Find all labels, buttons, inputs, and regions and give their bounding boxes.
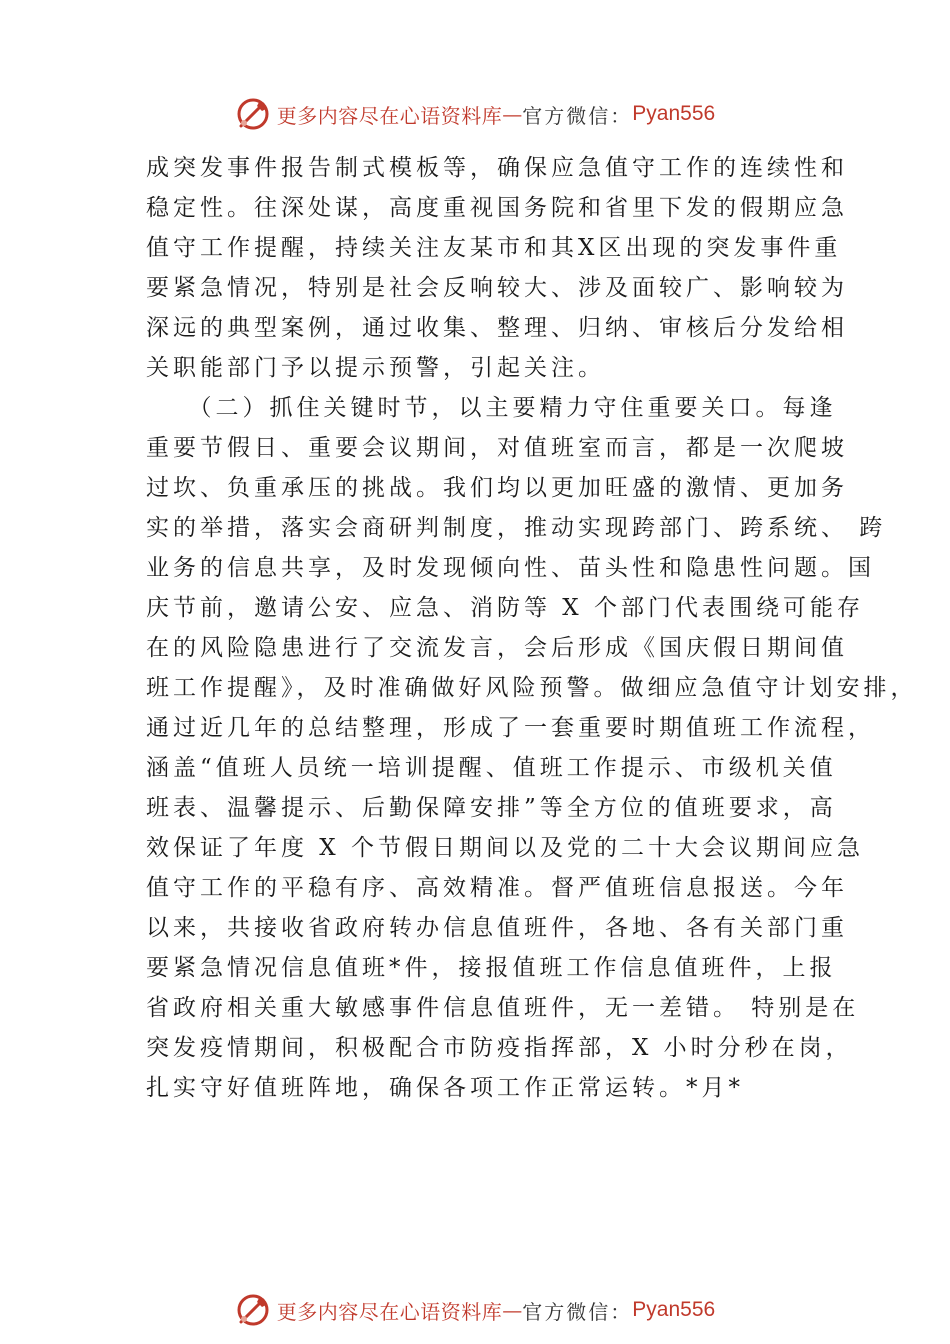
body-line: 深远的典型案例，通过收集、整理、归纳、审核后分发给相 xyxy=(146,315,848,341)
body-line: 关职能部门予以提示预警，引起关注。 xyxy=(146,355,605,381)
footer-separator: — xyxy=(502,1298,523,1322)
body-line: 涵盖“值班人员统一培训提醒、值班工作提示、市级机关值 xyxy=(146,755,837,781)
footer-wechat-id: Pyan556 xyxy=(632,1298,716,1321)
header-site-name: 更多内容尽在心语资料库 xyxy=(276,103,503,128)
body-line: 过坎、负重承压的挑战。我们均以更加旺盛的激情、更加务 xyxy=(146,475,848,501)
body-line: 省政府相关重大敏感事件信息值班件，无一差错。 特别是在 xyxy=(146,995,860,1021)
body-line: 效保证了年度 X 个节假日期间以及党的二十大会议期间应急 xyxy=(146,835,864,861)
body-line: 突发疫情期间，积极配合市防疫指挥部，X 小时分秒在岗， xyxy=(146,1035,853,1061)
body-line: 实的举措，落实会商研判制度，推动实现跨部门、跨系统、 跨 xyxy=(146,515,887,541)
body-line: 扎实守好值班阵地，确保各项工作正常运转。*月* xyxy=(146,1075,744,1101)
body-line: 要紧急情况信息值班*件，接报值班工作信息值班件，上报 xyxy=(146,955,837,981)
body-line: 成突发事件报告制式模板等，确保应急值守工作的连续性和 xyxy=(146,155,848,181)
footer-site-name: 更多内容尽在心语资料库 xyxy=(276,1299,503,1324)
header-wechat-label: 官方微信： xyxy=(522,103,633,128)
body-line: 值守工作的平稳有序、高效精准。督严值班信息报送。今年 xyxy=(146,875,848,901)
brush-logo-icon xyxy=(235,96,271,132)
body-line: 重要节假日、重要会议期间，对值班室而言，都是一次爬坡 xyxy=(146,435,848,461)
document-body xyxy=(146,148,918,1108)
body-line: 庆节前，邀请公安、应急、消防等 X 个部门代表围绕可能存 xyxy=(146,595,864,621)
body-line: 通过近几年的总结整理，形成了一套重要时期值班工作流程， xyxy=(146,715,875,741)
body-line: 值守工作提醒，持续关注友某市和其X区出现的突发事件重 xyxy=(146,235,842,261)
footer-wechat-label: 官方微信： xyxy=(522,1299,633,1324)
header-separator: — xyxy=(502,102,523,126)
header-wechat-id: Pyan556 xyxy=(632,102,716,125)
body-line: 班工作提醒》，及时准确做好风险预警。做细应急值守计划安排， xyxy=(146,675,918,701)
body-line: （二）抓住关键时节，以主要精力守住重要关口。每逢 xyxy=(146,395,837,421)
body-line: 在的风险隐患进行了交流发言，会后形成《国庆假日期间值 xyxy=(146,635,848,661)
body-line: 班表、温馨提示、后勤保障安排”等全方位的值班要求，高 xyxy=(146,795,837,821)
brush-logo-icon xyxy=(235,1292,271,1328)
body-line: 要紧急情况，特别是社会反响较大、涉及面较广、影响较为 xyxy=(146,275,848,301)
header-watermark xyxy=(0,94,950,134)
body-line: 业务的信息共享，及时发现倾向性、苗头性和隐患性问题。国 xyxy=(146,555,875,581)
body-line: 以来，共接收省政府转办信息值班件，各地、各有关部门重 xyxy=(146,915,848,941)
footer-watermark xyxy=(0,1290,950,1330)
body-line: 稳定性。往深处谋，高度重视国务院和省里下发的假期应急 xyxy=(146,195,848,221)
